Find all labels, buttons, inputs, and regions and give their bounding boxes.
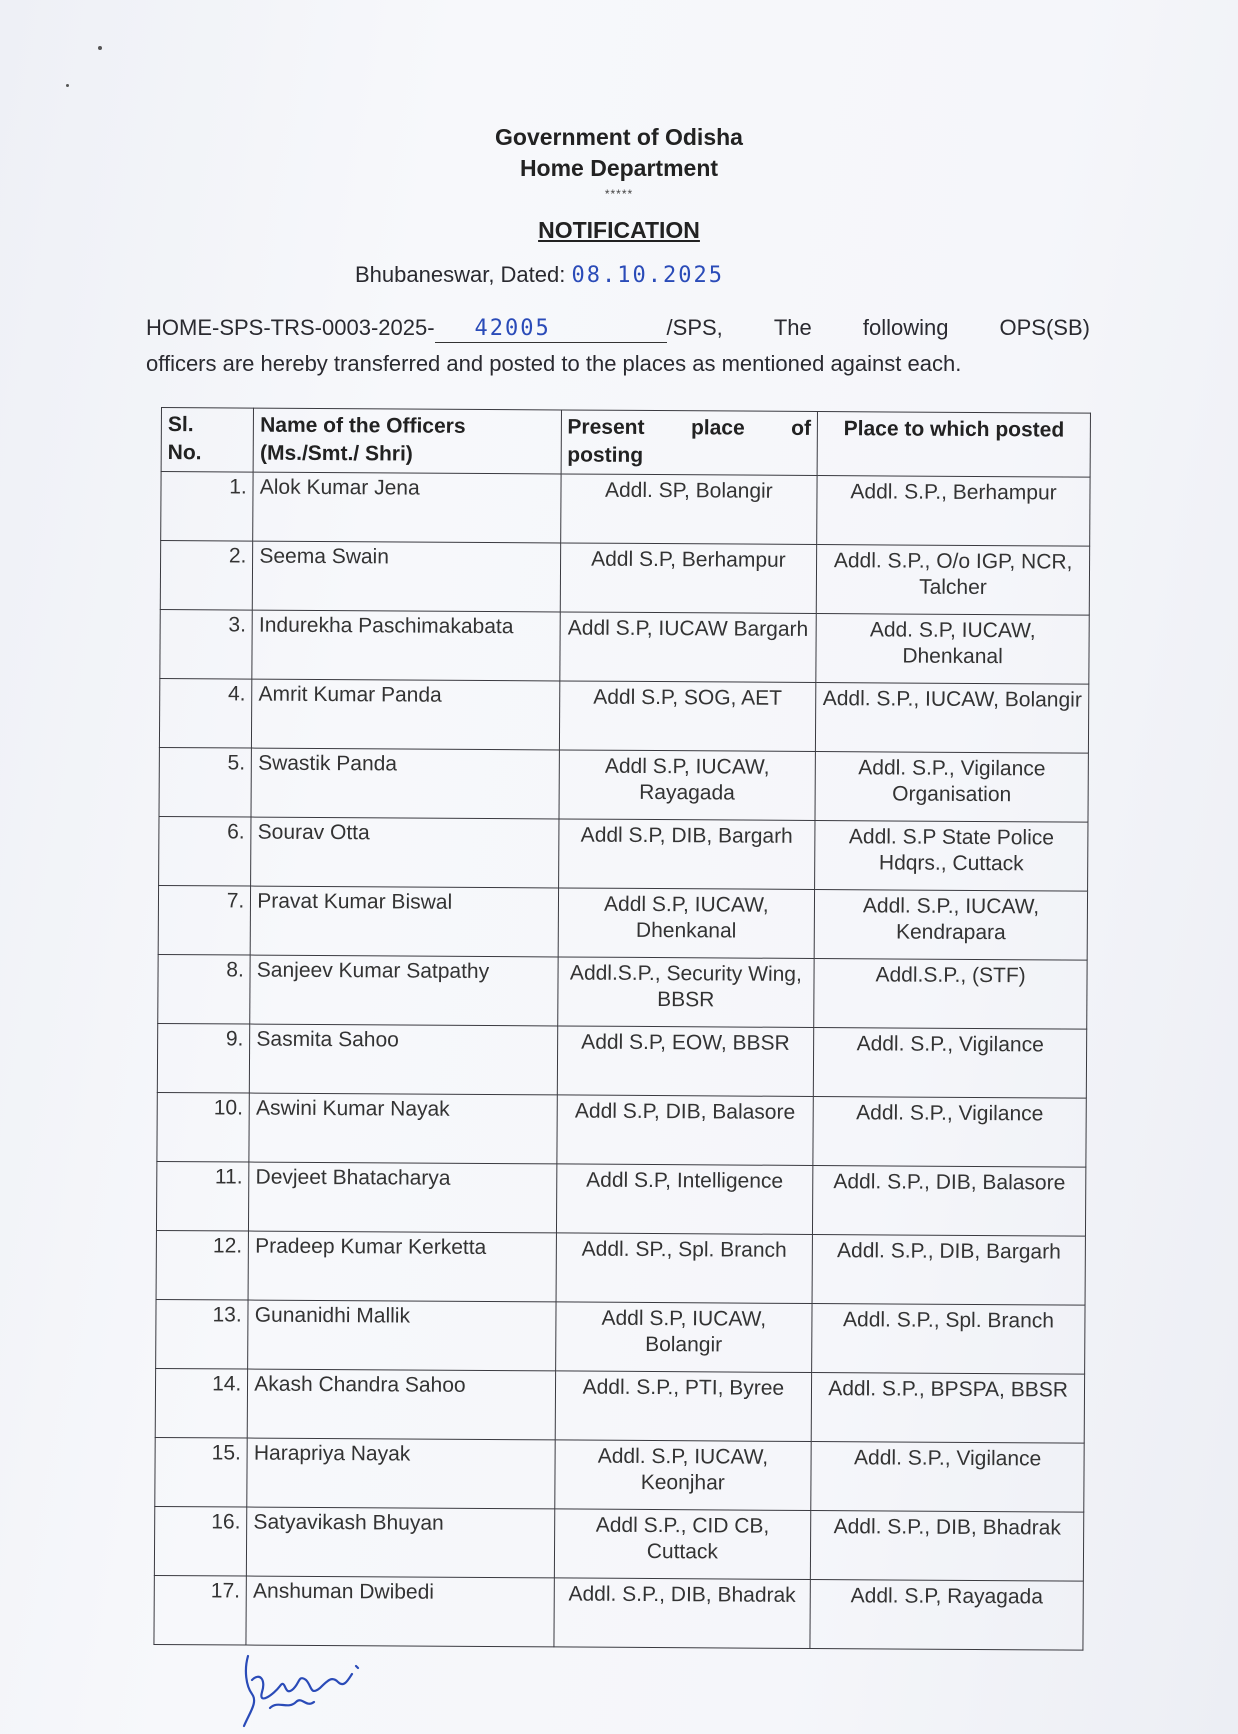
transfer-table bbox=[153, 407, 1091, 1651]
scan-speck bbox=[98, 46, 102, 50]
table-row: 7. Pravat Kumar Biswal Addl S.P, IUCAW, Dhenkanal Addl. S.P., IUCAW, Kendrapara bbox=[158, 885, 1087, 960]
table-row: 2. Seema Swain Addl S.P, Berhampur Addl. S.P., O/o IGP, NCR, Talcher bbox=[160, 541, 1089, 616]
department-heading: Home Department bbox=[519, 155, 719, 181]
table-row: 6. Sourav Otta Addl S.P, DIB, Bargarh Addl. S.P State Police Hdqrs., Cuttack bbox=[159, 816, 1088, 891]
handwritten-date: 08.10.2025 bbox=[571, 263, 724, 288]
table-row: 3. Indurekha Paschimakabata Addl S.P, IUCAW Bargarh Add. S.P, IUCAW, Dhenkanal bbox=[160, 609, 1089, 684]
header-officer-name: Name of the Officers (Ms./Smt./ Shri) bbox=[253, 408, 561, 474]
table-body bbox=[154, 472, 1090, 1651]
table-row: 11. Devjeet Bhatacharya Addl S.P, Intelligence Addl. S.P., DIB, Balasore bbox=[156, 1161, 1085, 1236]
header-posted-to: Place to which posted bbox=[817, 412, 1090, 478]
reference-prefix: HOME-SPS-TRS-0003-2025- bbox=[146, 315, 435, 340]
table-row: 10. Aswini Kumar Nayak Addl S.P, DIB, Balasore Addl. S.P., Vigilance bbox=[157, 1092, 1086, 1167]
reference-suffix: /SPS, bbox=[666, 315, 723, 340]
table-header-row bbox=[161, 408, 1090, 478]
header-present-posting: Present place of posting bbox=[561, 410, 818, 476]
separator-stars: ***** bbox=[604, 187, 634, 201]
scan-speck bbox=[66, 84, 69, 87]
table-row: 17. Anshuman Dwibedi Addl. S.P., DIB, Bhadrak Addl. S.P, Rayagada bbox=[154, 1575, 1083, 1650]
handwritten-reference-number: 42005 bbox=[435, 316, 667, 343]
table-row: 8. Sanjeev Kumar Satpathy Addl.S.P., Security Wing, BBSR Addl.S.P., (STF) bbox=[158, 954, 1087, 1029]
reference-paragraph bbox=[146, 310, 1090, 382]
header-sl-no: Sl. No. bbox=[161, 408, 254, 473]
government-heading: Government of Odisha bbox=[495, 124, 743, 150]
reference-word: following bbox=[862, 315, 949, 340]
table-row: 13. Gunanidhi Mallik Addl S.P, IUCAW, Bolangir Addl. S.P., Spl. Branch bbox=[156, 1299, 1085, 1374]
table-row: 4. Amrit Kumar Panda Addl S.P, SOG, AET Addl. S.P., IUCAW, Bolangir bbox=[159, 678, 1088, 753]
table-row: 5. Swastik Panda Addl S.P, IUCAW, Rayagada Addl. S.P., Vigilance Organisation bbox=[159, 747, 1088, 822]
reference-word: The bbox=[773, 315, 812, 340]
table-row: 15. Harapriya Nayak Addl. S.P, IUCAW, Keonjhar Addl. S.P., Vigilance bbox=[155, 1437, 1084, 1512]
table-row: 1. Alok Kumar Jena Addl. SP, Bolangir Addl. S.P., Berhampur bbox=[161, 472, 1090, 547]
reference-line-2: officers are hereby transferred and posted to the places as mentioned against each. bbox=[146, 351, 962, 376]
table-row: 14. Akash Chandra Sahoo Addl. S.P., PTI, Byree Addl. S.P., BPSPA, BBSR bbox=[155, 1368, 1084, 1443]
dated-line bbox=[355, 262, 724, 288]
notification-title: NOTIFICATION bbox=[538, 217, 700, 243]
table-row: 12. Pradeep Kumar Kerketta Addl. SP., Spl. Branch Addl. S.P., DIB, Bargarh bbox=[156, 1230, 1085, 1305]
dated-label: Bhubaneswar, Dated: bbox=[355, 262, 566, 287]
reference-word: OPS(SB) bbox=[999, 315, 1090, 340]
table-row: 9. Sasmita Sahoo Addl S.P, EOW, BBSR Addl. S.P., Vigilance bbox=[157, 1023, 1086, 1098]
signature-icon bbox=[240, 1650, 380, 1734]
table-row: 16. Satyavikash Bhuyan Addl S.P., CID CB, Cuttack Addl. S.P., DIB, Bhadrak bbox=[154, 1506, 1083, 1581]
